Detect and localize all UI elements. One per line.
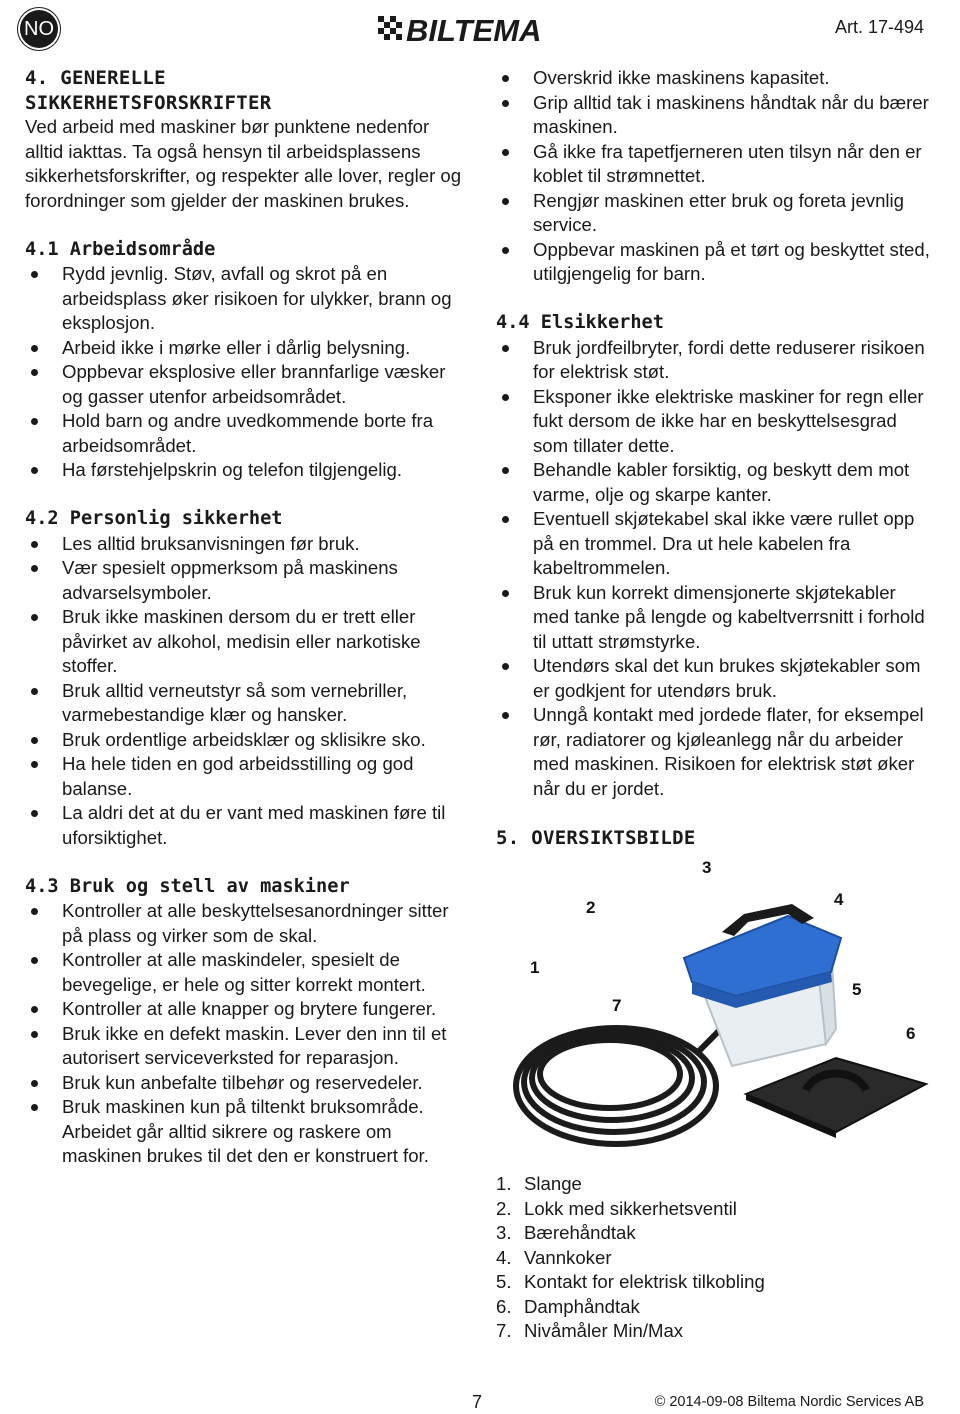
section-4-3-continued-list [496, 66, 936, 287]
parts-list-item [496, 1221, 936, 1246]
callout-5: 5 [852, 980, 862, 999]
copyright-text: © 2014-09-08 Biltema Nordic Services AB [654, 1394, 924, 1410]
list-item: Les alltid bruksanvisningen før bruk. [25, 532, 465, 557]
biltema-logo [378, 12, 584, 46]
section-4-1-title: 4.1 Arbeidsområde [25, 238, 216, 260]
list-item: Utendørs skal det kun brukes skjøtekabler som er godkjent for utendørs bruk. [496, 654, 936, 703]
parts-list-item [496, 1319, 936, 1344]
list-item: Oppbevar eksplosive eller brannfarlige væsker og gasser utenfor arbeidsområdet. [25, 360, 465, 409]
section-4-title-line1: 4. GENERELLE [25, 67, 166, 89]
part-label: Lokk med sikkerhetsventil [524, 1197, 737, 1219]
callout-1: 1 [530, 958, 540, 977]
section-4-4-title: 4.4 Elsikkerhet [496, 312, 664, 333]
list-item: Gå ikke fra tapetfjerneren uten tilsyn når den er koblet til strømnettet. [496, 140, 936, 189]
parts-list [496, 1172, 936, 1344]
parts-list-item [496, 1197, 936, 1222]
callout-6: 6 [906, 1024, 916, 1043]
list-item: Kontroller at alle beskyttelsesanordninger sitter på plass og virker som de skal. [25, 899, 465, 948]
callout-3: 3 [702, 858, 712, 877]
list-item: Bruk jordfeilbryter, fordi dette reduserer risikoen for elektrisk støt. [496, 336, 936, 385]
part-number: 2. [496, 1197, 512, 1219]
section-4-2-list [25, 532, 465, 851]
parts-list-item [496, 1295, 936, 1320]
intro-paragraph: Ved arbeid med maskiner bør punktene nedenfor alltid iakttas. Ta også hensyn til arbeidsplassens sikkerhetsforskrifter, og respekter alle lover, regler og forordninger som gjelder der maskinen brukes. [25, 116, 462, 211]
brand-text: BILTEMA [406, 13, 542, 46]
list-item: Kontroller at alle maskindeler, spesielt de bevegelige, er hele og sitter korrekt montert. [25, 948, 465, 997]
section-4-4-list [496, 336, 936, 802]
list-item: Arbeid ikke i mørke eller i dårlig belysning. [25, 336, 465, 361]
list-item: Overskrid ikke maskinens kapasitet. [496, 66, 936, 91]
section-4-3-list [25, 899, 465, 1169]
list-item: Bruk ikke en defekt maskin. Lever den inn til et autorisert serviceverksted for reparasjon. [25, 1022, 465, 1071]
list-item: Bruk ordentlige arbeidsklær og sklisikre sko. [25, 728, 465, 753]
part-label: Nivåmåler Min/Max [524, 1320, 684, 1341]
callout-7: 7 [612, 996, 622, 1015]
part-number: 4. [496, 1246, 512, 1268]
article-number: Art. 17-494 [834, 17, 924, 37]
list-item: Bruk kun korrekt dimensjonerte skjøtekabler med tanke på lengde og kabeltverrsnitt i forhold til uttatt strømstyrke. [496, 581, 936, 655]
list-item: Rydd jevnlig. Støv, avfall og skrot på en arbeidsplass øker risikoen for ulykker, brann og eksplosjon. [25, 262, 465, 336]
product-overview-figure [496, 854, 936, 1172]
parts-list-item [496, 1172, 936, 1197]
part-number: 5. [496, 1271, 512, 1292]
part-label: Slange [524, 1173, 582, 1194]
list-item: Bruk maskinen kun på tiltenkt bruksområde. Arbeidet går alltid sikrere og raskere om maskinen brukes til det den er konstruert for. [25, 1095, 465, 1169]
left-column [25, 66, 465, 1169]
list-item: La aldri det at du er vant med maskinen føre til uforsiktighet. [25, 801, 465, 850]
page-number: 7 [472, 1392, 483, 1412]
list-item: Unngå kontakt med jordede flater, for eksempel rør, radiatorer og kjøleanlegg når du arbeider med maskinen. Risikoen for elektrisk støt øker når du er jordet. [496, 703, 936, 801]
list-item: Bruk kun anbefalte tilbehør og reservedeler. [25, 1071, 465, 1096]
section-4-title-line2: SIKKERHETSFORSKRIFTER [25, 91, 272, 114]
section-5-title: 5. OVERSIKTSBILDE [496, 826, 696, 849]
parts-list-item [496, 1246, 936, 1271]
list-item: Grip alltid tak i maskinens håndtak når du bærer maskinen. [496, 91, 936, 140]
part-number: 7. [496, 1320, 512, 1341]
list-item: Oppbevar maskinen på et tørt og beskyttet sted, utilgjengelig for barn. [496, 238, 936, 287]
list-item: Vær spesielt oppmerksom på maskinens advarselsymboler. [25, 556, 465, 605]
part-label: Bærehåndtak [524, 1222, 636, 1243]
callout-4: 4 [834, 890, 844, 909]
list-item: Behandle kabler forsiktig, og beskytt dem mot varme, olje og skarpe kanter. [496, 458, 936, 507]
list-item: Hold barn og andre uvedkommende borte fra arbeidsområdet. [25, 409, 465, 458]
list-item: Eksponer ikke elektriske maskiner for regn eller fukt dersom de ikke har en beskyttelsesgrad som tillater dette. [496, 385, 936, 459]
right-column [496, 66, 936, 1344]
part-number: 3. [496, 1222, 512, 1243]
list-item: Kontroller at alle knapper og brytere fungerer. [25, 997, 465, 1022]
part-label: Vannkoker [524, 1246, 612, 1268]
part-label: Damphåndtak [524, 1295, 640, 1317]
section-4-3-title: 4.3 Bruk og stell av maskiner [25, 875, 350, 897]
parts-list-item [496, 1270, 936, 1295]
section-4-title [25, 66, 465, 115]
list-item: Ha hele tiden en god arbeidsstilling og god balanse. [25, 752, 465, 801]
part-label: Kontakt for elektrisk tilkobling [524, 1271, 765, 1292]
part-number: 1. [496, 1173, 512, 1194]
part-number: 6. [496, 1295, 512, 1317]
list-item: Bruk ikke maskinen dersom du er trett eller påvirket av alkohol, medisin eller narkotiske stoffer. [25, 605, 465, 679]
list-item: Rengjør maskinen etter bruk og foreta jevnlig service. [496, 189, 936, 238]
steamer-illustration [496, 854, 936, 1172]
section-4-1-list [25, 262, 465, 483]
section-4-2-title: 4.2 Personlig sikkerhet [25, 508, 283, 529]
list-item: Eventuell skjøtekabel skal ikke være rullet opp på en trommel. Dra ut hele kabelen fra kabeltrommelen. [496, 507, 936, 581]
list-item: Ha førstehjelpskrin og telefon tilgjengelig. [25, 458, 465, 483]
list-item: Bruk alltid verneutstyr så som vernebriller, varmebestandige klær og hansker. [25, 679, 465, 728]
language-badge: NO [18, 8, 60, 50]
callout-2: 2 [586, 898, 596, 917]
page-header [0, 0, 960, 64]
